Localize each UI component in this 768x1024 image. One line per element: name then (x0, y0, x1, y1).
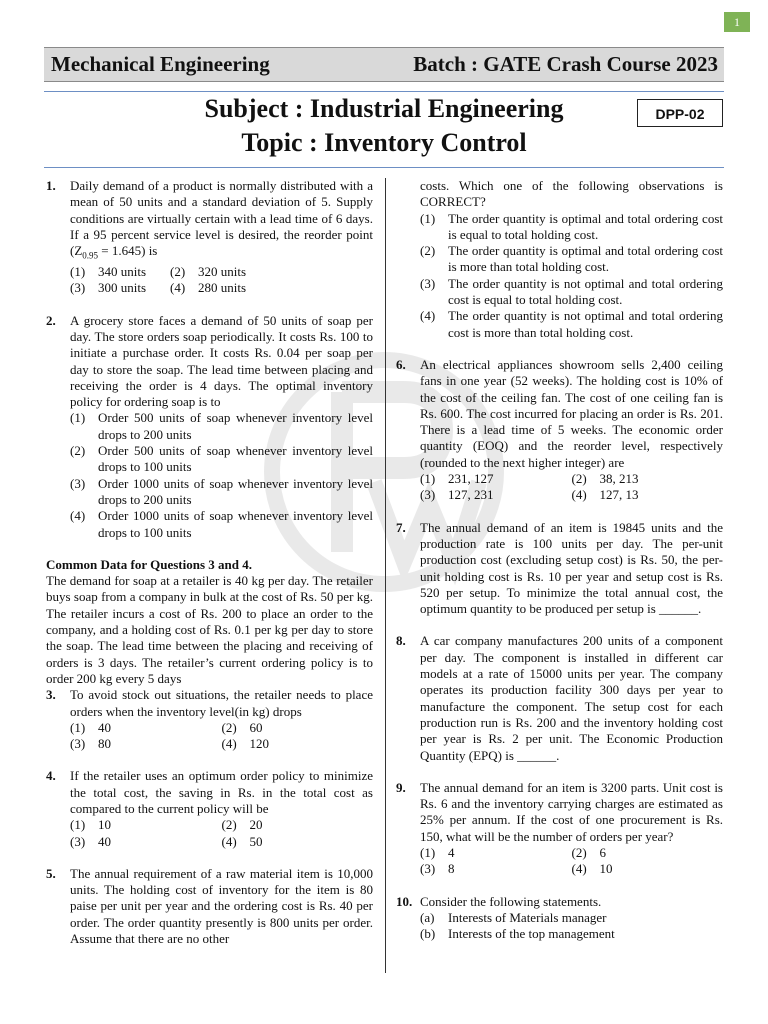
right-column (396, 178, 723, 942)
option-3[interactable]: (3) 300 units (70, 280, 147, 296)
question-text: To avoid stock out situations, the retailer needs to place orders when the inventory level(in kg) drops (70, 687, 373, 719)
question-6 (396, 357, 723, 504)
question-9 (396, 780, 723, 878)
question-number: 5. (46, 865, 56, 881)
left-column (46, 178, 373, 947)
subject-title: Subject : Industrial Engineering (204, 94, 564, 123)
question-5-continued (396, 178, 723, 341)
option-4[interactable]: (4) The order quantity is not optimal and total ordering cost is more than total holding cost. (420, 308, 723, 340)
question-4 (46, 768, 373, 849)
header-course: Mechanical Engineering (51, 52, 270, 76)
option-3[interactable]: (3) 40 (70, 833, 111, 849)
option-3[interactable]: (3) 80 (70, 736, 111, 752)
header-banner (44, 47, 724, 82)
option-2[interactable]: (2) 20 (221, 817, 263, 833)
question-number: 8. (396, 633, 406, 649)
option-3[interactable]: (3) The order quantity is not optimal and total ordering cost is equal to total holding cost. (420, 275, 723, 308)
option-3[interactable]: (3) Order 1000 units of soap whenever inventory level drops to 200 units (70, 475, 373, 507)
option-2[interactable]: (2) 38, 213 (571, 471, 639, 487)
page-number: 1 (724, 12, 750, 32)
option-4[interactable]: (4) Order 1000 units of soap whenever inventory level drops to 100 units (70, 508, 373, 540)
question-text: The annual demand for an item is 3200 parts. Unit cost is Rs. 6 and the inventory carrying charges are estimated as 25% per annum. If the cost of one procurement is Rs. 150, what will be the number of orders per year? (420, 779, 723, 844)
options (420, 471, 723, 504)
question-text: Consider the following statements. (420, 893, 602, 909)
question-text: An electrical appliances showroom sells 2,400 ceiling fans in one year (52 weeks). The holding cost is 10% of the cost of the ceiling fan. The cost of one ceiling fan is Rs. 600. The cost incurred for placing an order is Rs. 201. There is a lead time of 5 weeks. The economic order quantity (EOQ) and the reorder level, respectively (rounded to the next higher integer) are (420, 356, 723, 470)
question-number: 10. (396, 893, 413, 909)
title-rule (44, 167, 724, 168)
options (70, 817, 373, 850)
common-data-heading: Common Data for Questions 3 and 4. (46, 556, 252, 572)
question-text: The annual requirement of a raw material item is 10,000 units. The holding cost of inventory for the item is 80 paise per unit per year and the ordering cost is Rs. 40 per order. The order quantity presently is 800 units per order. Assume that there are no other (70, 865, 373, 947)
option-4[interactable]: (4) 120 (221, 736, 269, 752)
option-4[interactable]: (4) 50 (221, 833, 263, 849)
option-1[interactable]: (1) 4 (420, 844, 455, 860)
statement-a: (a) Interests of Materials manager (420, 909, 607, 925)
question-number: 2. (46, 312, 56, 328)
options (70, 264, 373, 297)
option-3[interactable]: (3) 127, 231 (420, 487, 494, 503)
question-text: If the retailer uses an optimum order policy to minimize the total cost, the saving in Rs. in the total cost as compared to the current policy will be (70, 768, 373, 816)
options (420, 845, 723, 878)
common-data-text: The demand for soap at a retailer is 40 kg per day. The retailer buys soap from a company in bulk at the cost of Rs. 50 per kg. The retailer incurs a cost of Rs. 200 to place an order to the company, and a holding cost of Rs. 0.1 per kg per day to store the soap. The lead time between the placing and receiving of orders is 3 days. The retailer’s current ordering policy is to order 200 kg every 5 days (46, 573, 373, 686)
question-number: 9. (396, 779, 406, 795)
header-rule (44, 91, 724, 92)
question-number: 3. (46, 687, 56, 703)
question-text: A grocery store faces a demand of 50 units of soap per day. The store orders soap periodically. It costs Rs. 100 to initiate a purchase order. It costs Rs. 0.04 per soap per day to store the soap. The lead time between placing and receiving the order is 4 days. The optimal inventory policy for ordering soap is to (70, 312, 373, 410)
column-divider (385, 178, 386, 973)
question-text: A car company manufactures 200 units of a component per day. The component is installed in different car models at a rate of 15000 units per year. The company operates its production facility 300 days per year to manufacture the component. The setup cost for each production run is Rs. 200 and the inventory holding cost per year is Rs. 2 per unit. The Economic Production Quantity (EPQ) is ______. (420, 633, 723, 763)
dpp-badge: DPP-02 (637, 99, 723, 127)
question-number: 1. (46, 178, 56, 193)
option-1[interactable]: (1) 10 (70, 817, 111, 833)
question-text-continued: costs. Which one of the following observations is CORRECT? (420, 178, 723, 210)
option-3[interactable]: (3) 8 (420, 861, 455, 877)
option-1[interactable]: (1) Order 500 units of soap whenever inventory level drops to 200 units (70, 410, 373, 442)
question-3 (46, 687, 373, 752)
option-4[interactable]: (4) 280 units (170, 280, 247, 296)
option-4[interactable]: (4) 10 (571, 861, 613, 877)
option-1[interactable]: (1) 40 (70, 719, 111, 735)
question-10 (396, 894, 723, 943)
question-1 (46, 178, 373, 297)
option-2[interactable]: (2) Order 500 units of soap whenever inventory level drops to 100 units (70, 443, 373, 475)
option-4[interactable]: (4) 127, 13 (571, 487, 639, 503)
option-1[interactable]: (1) The order quantity is optimal and total ordering cost is equal to total holding cost. (420, 210, 723, 242)
question-8 (396, 633, 723, 763)
option-2[interactable]: (2) 6 (571, 844, 606, 860)
option-2[interactable]: (2) The order quantity is optimal and total ordering cost is more than total holding cost. (420, 243, 723, 275)
option-2[interactable]: (2) 60 (221, 719, 263, 735)
question-number: 6. (396, 356, 406, 372)
option-1[interactable]: (1) 340 units (70, 264, 147, 280)
question-5 (46, 866, 373, 947)
question-text: Daily demand of a product is normally distributed with a mean of 50 units and a standard deviation of 5. Supply conditions are virtually certain with a lead time of 6 days. If a 95 percent service level is desired, the reorder point $(Z_{0.95} = 1.645)$ is (70, 178, 373, 261)
options (70, 720, 373, 753)
question-number: 4. (46, 768, 56, 784)
option-1[interactable]: (1) 231, 127 (420, 471, 494, 487)
question-text: The annual demand of an item is 19845 units and the production rate is 100 units per day. The per-unit production cost (excluding setup cost) is Rs. 50, the per-unit holding cost is Rs. 10 per year and setup cost is Rs. 520 per setup. To minimize the total annual cost, the optimum quantity to be produced per setup is ______. (420, 519, 723, 617)
statement-b: (b) Interests of the top management (420, 926, 615, 942)
question-7 (396, 520, 723, 618)
option-2[interactable]: (2) 320 units (170, 264, 247, 280)
question-2 (46, 313, 373, 541)
header-batch: Batch : GATE Crash Course 2023 (413, 52, 718, 76)
topic-title: Topic : Inventory Control (241, 128, 527, 157)
question-number: 7. (396, 519, 406, 535)
